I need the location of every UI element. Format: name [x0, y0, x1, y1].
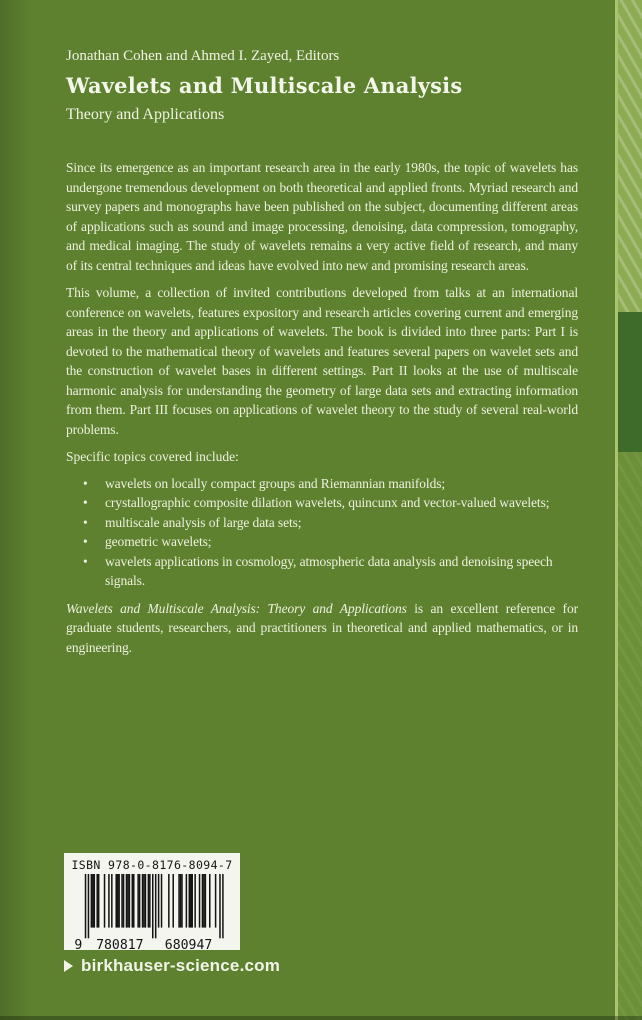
- topic-item: [66, 552, 578, 591]
- spine-stripe-top-light: [618, 0, 642, 312]
- barcode-box: [64, 853, 240, 950]
- editors-line: Jonathan Cohen and Ahmed I. Zayed, Editors: [66, 48, 340, 64]
- barcode-digit-lead: 9: [74, 938, 83, 950]
- book-title: Wavelets and Multiscale Analysis: [66, 73, 463, 98]
- closing-paragraph: [66, 599, 578, 658]
- topic-item-text: wavelets on locally compact groups and Riemannian manifolds;: [105, 475, 446, 491]
- description-paragraph-1: Since its emergence as an important research area in the early 1980s, the topic of wavelets has undergone tremendous development on both theoretical and applied fronts. Myriad research and survey papers and monographs have been published on the subject, documenting different areas of applications such as sound and image processing, denoising, data compression, tomography, and medical imaging. The study of wavelets remains a very active field of research, and many of its central techniques and ideas have evolved into new and promising research areas.: [66, 160, 578, 273]
- topic-item-text: multiscale analysis of large data sets;: [105, 514, 302, 530]
- barcode-graphic: [72, 874, 232, 950]
- spine-stripe: [618, 0, 642, 1020]
- closing-text: is an excellent reference for graduate students, researchers, and practitioners in theoretical and applied mathematics, or in engineering.: [66, 600, 578, 655]
- bullet-icon: •: [83, 534, 88, 549]
- topic-item: [66, 474, 578, 494]
- barcode-digit-group-1: 780817: [96, 938, 144, 950]
- barcode-digit-group-2: 680947: [164, 938, 213, 950]
- publisher-website-row: [64, 956, 280, 976]
- bullet-icon: •: [83, 514, 88, 530]
- book-subtitle: Theory and Applications: [66, 106, 225, 123]
- topic-item: [66, 493, 578, 513]
- topic-item: [66, 532, 578, 552]
- topic-item-text: wavelets applications in cosmology, atmospheric data analysis and denoising speech signals.: [105, 553, 553, 588]
- topic-item: [66, 513, 578, 533]
- barcode-bars: [85, 874, 224, 938]
- topic-item-text: crystallographic composite dilation wavelets, quincunx and vector-valued wavelets;: [105, 495, 550, 510]
- description-paragraph-2: This volume, a collection of invited contributions developed from talks at an international conference on wavelets, features expository and research articles covering current and emerging areas in the theory and applications of wavelets. The book is divided into three parts: Part I is devoted to the mathematical theory of wavelets and features several papers on wavelet sets and the construction of wavelet bases in different settings. Part II looks at the use of multiscale harmonic analysis for understanding the geometry of large data sets and extracting information from them. Part III focuses on applications of wavelet theory to the study of several real-world problems.: [66, 285, 578, 437]
- spine-stripe-dark-block: [618, 312, 642, 452]
- publisher-website-text: birkhauser-science.com: [81, 956, 281, 975]
- left-edge-shade: [0, 0, 32, 1020]
- back-cover-text-column: [66, 46, 578, 665]
- bottom-edge-line: [0, 1016, 642, 1020]
- bullet-icon: •: [83, 553, 88, 569]
- bullet-icon: •: [83, 495, 88, 510]
- spine-stripe-bottom: [618, 452, 642, 1020]
- isbn-label: ISBN 978-0-8176-8094-7: [71, 858, 233, 872]
- bullet-icon: •: [83, 475, 88, 491]
- play-triangle-icon: [64, 960, 73, 972]
- topics-heading: Specific topics covered include:: [66, 449, 239, 464]
- topic-item-text: geometric wavelets;: [105, 534, 212, 549]
- topics-list: [66, 474, 578, 591]
- closing-book-title-italic: Wavelets and Multiscale Analysis: Theory and Applications: [66, 600, 407, 616]
